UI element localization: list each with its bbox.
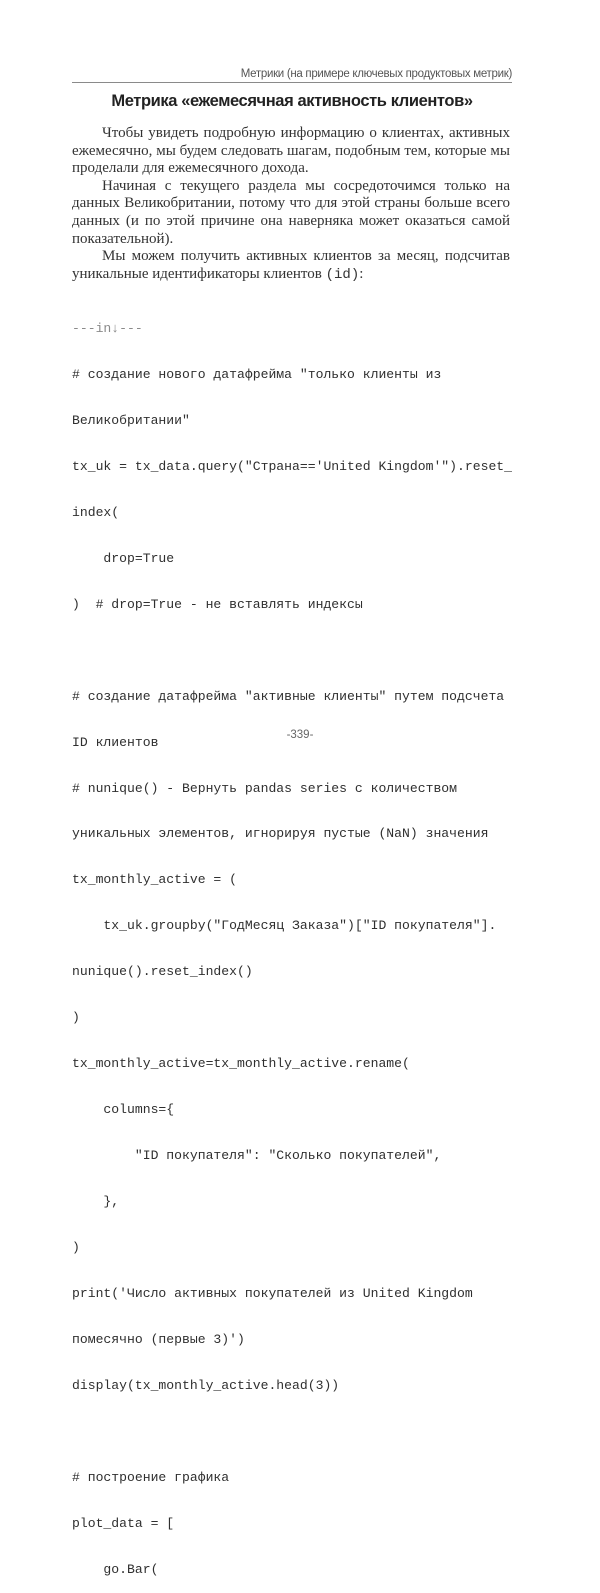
code-line: помесячно (первые 3)') xyxy=(72,1332,245,1348)
code-line xyxy=(72,1424,522,1439)
code-line: уникальных элементов, игнорируя пустые (NaN) значения xyxy=(72,826,489,842)
code-line: ) xyxy=(72,1010,80,1026)
code-line: "ID покупателя": "Сколько покупателей", xyxy=(72,1148,442,1164)
code-line: nunique().reset_index() xyxy=(72,964,253,980)
code-line: go.Bar( xyxy=(72,1562,159,1578)
paragraph-text: Мы можем получить активных клиентов за месяц, подсчитав уникальные идентификаторы клиентов xyxy=(72,248,510,282)
code-line: tx_uk = tx_data.query("Страна=='United Kingdom'").reset_ xyxy=(72,458,513,474)
code-line: ) # drop=True - не вставлять индексы xyxy=(72,596,363,612)
code-line: drop=True xyxy=(72,550,175,566)
code-line: }, xyxy=(72,1194,120,1210)
code-line: # создание датафрейма "активные клиенты" путем подсчета xyxy=(72,688,505,704)
running-header-text: Метрики (на примере ключевых продуктовых метрик) xyxy=(240,68,512,80)
code-line: columns={ xyxy=(72,1102,175,1118)
inline-code: (id) xyxy=(325,266,360,283)
code-line: ID клиентов xyxy=(72,734,159,750)
section-title: Метрика «ежемесячная активность клиентов» xyxy=(111,92,473,110)
code-line: ) xyxy=(72,1240,80,1256)
code-line: index( xyxy=(72,504,120,520)
code-input-marker: ---in↓--- xyxy=(72,320,143,336)
code-line: tx_uk.groupby("ГодМесяц Заказа")["ID покупателя"]. xyxy=(72,918,497,934)
code-line: plot_data = [ xyxy=(72,1516,175,1532)
body-text xyxy=(72,125,510,284)
code-line xyxy=(72,643,522,658)
code-line: print('Число активных покупателей из United Kingdom xyxy=(72,1286,473,1302)
paragraph: Начиная с текущего раздела мы сосредоточимся только на данных Великобритании, потому что для этой страны больше всего данных (и по этой причине она наверняка может оказаться самой показательной). xyxy=(72,177,510,247)
code-line: # создание нового датафрейма "только клиенты из xyxy=(72,366,442,382)
code-line: # nunique() - Вернуть pandas series с количеством xyxy=(72,780,458,796)
running-header xyxy=(72,67,512,83)
page-number: -339- xyxy=(286,729,314,741)
code-line: tx_monthly_active = ( xyxy=(72,872,238,888)
paragraph-text: : xyxy=(359,265,364,282)
paragraph: Чтобы увидеть подробную информацию о клиентах, активных ежемесячно, мы будем следовать шагам, подобным тем, которые мы проделали для ежемесячного дохода. xyxy=(72,125,510,177)
code-line: Великобритании" xyxy=(72,412,190,428)
code-line: display(tx_monthly_active.head(3)) xyxy=(72,1378,340,1394)
code-block xyxy=(72,290,522,1593)
code-line: tx_monthly_active=tx_monthly_active.rename( xyxy=(72,1056,410,1072)
code-line: # построение графика xyxy=(72,1470,230,1486)
paragraph xyxy=(72,248,510,284)
